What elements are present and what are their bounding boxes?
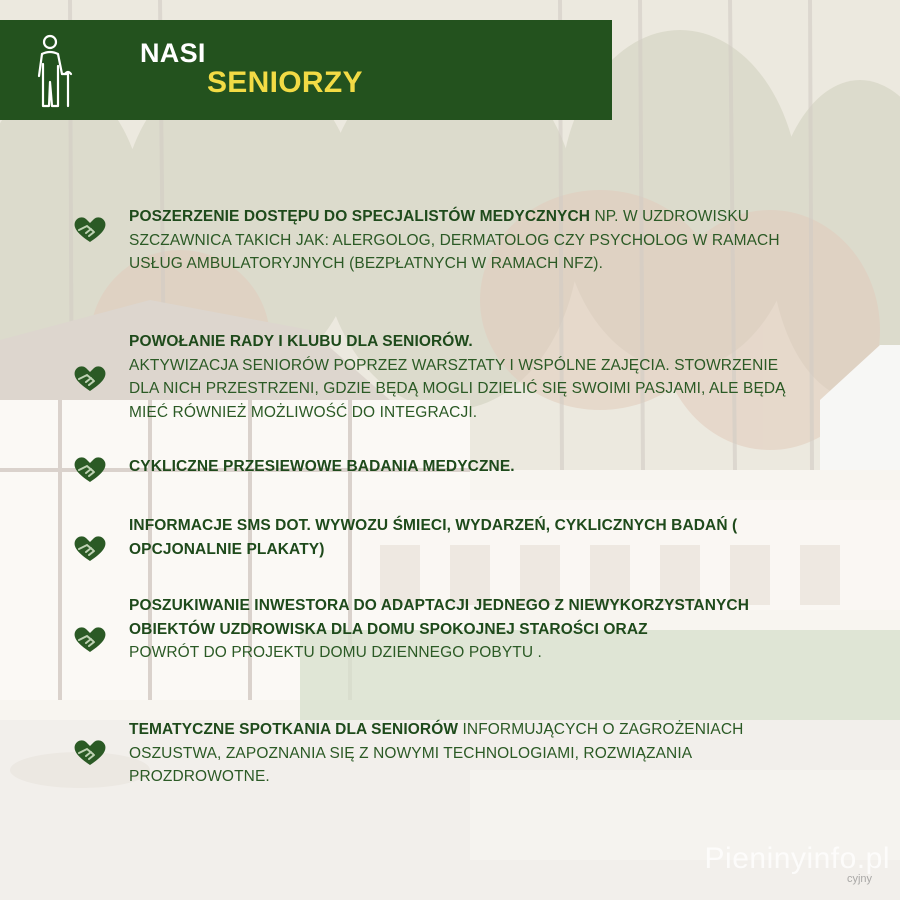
header-title-line2: SENIORZY bbox=[207, 66, 363, 99]
item-bold-text: TEMATYCZNE SPOTKANIA DLA SENIORÓW bbox=[129, 721, 459, 738]
handshake-heart-icon bbox=[72, 625, 108, 655]
handshake-heart-icon bbox=[72, 455, 108, 485]
elderly-person-icon bbox=[30, 34, 76, 108]
item-bold-text: POSZERZENIE DOSTĘPU DO SPECJALISTÓW MEDYCZNYCH bbox=[129, 208, 591, 225]
handshake-heart-icon bbox=[72, 215, 108, 245]
item-bold-text: POSZUKIWANIE INWESTORA DO ADAPTACJI JEDNEGO Z NIEWYKORZYSTANYCH OBIEKTÓW UZDROWISKA DLA DOMU SPOKOJNEJ STAROŚCI ORAZ bbox=[129, 597, 750, 638]
item-bold-text: INFORMACJE SMS DOT. WYWOZU ŚMIECI, WYDARZEŃ, CYKLICZNYCH BADAŃ ( OPCJONALNIE PLAKATY) bbox=[129, 517, 738, 558]
handshake-heart-icon bbox=[72, 534, 108, 564]
header-banner bbox=[0, 20, 612, 120]
item-bold-text: POWOŁANIE RADY I KLUBU DLA SENIORÓW. bbox=[129, 333, 473, 350]
header-title-line1: NASI bbox=[140, 38, 206, 68]
watermark: Pieninyinfo.pl bbox=[704, 842, 890, 875]
item-text bbox=[129, 455, 789, 479]
item-text bbox=[129, 594, 789, 665]
item-regular-text: INFORMUJĄCYCH O ZAGROŻENIACH OSZUSTWA, ZAPOZNANIA SIĘ Z NOWYMI TECHNOLOGIAMI, ROZWIĄZANIA PROZDROWOTNE. bbox=[129, 721, 744, 785]
item-text bbox=[129, 205, 789, 276]
item-regular-text: NP. W UZDROWISKU SZCZAWNICA TAKICH JAK: ALERGOLOG, DERMATOLOG CZY PSYCHOLOG W RAMACH USŁUG AMBULATORYJNYCH (BEZPŁATNYCH W RAMACH NFZ). bbox=[129, 208, 780, 272]
item-bold-text: CYKLICZNE PRZESIEWOWE BADANIA MEDYCZNE. bbox=[129, 458, 515, 475]
item-regular-text: AKTYWIZACJA SENIORÓW POPRZEZ WARSZTATY I WSPÓLNE ZAJĘCIA. STOWRZENIE DLA NICH PRZESTRZENI, GDZIE BĘDĄ MOGLI DZIELIĆ SIĘ SWOIMI PASJAMI, ALE BĘDĄ MIEĆ RÓWNIEŻ MOŻLIWOŚĆ DO INTEGRACJI. bbox=[129, 356, 786, 421]
item-text bbox=[129, 514, 789, 561]
item-regular-text: POWRÓT DO PROJEKTU DOMU DZIENNEGO POBYTU . bbox=[129, 644, 542, 661]
handshake-heart-icon bbox=[72, 364, 108, 394]
item-text bbox=[129, 330, 789, 424]
item-text bbox=[129, 718, 789, 789]
watermark-subtext: cyjny bbox=[846, 873, 872, 885]
handshake-heart-icon bbox=[72, 738, 108, 768]
